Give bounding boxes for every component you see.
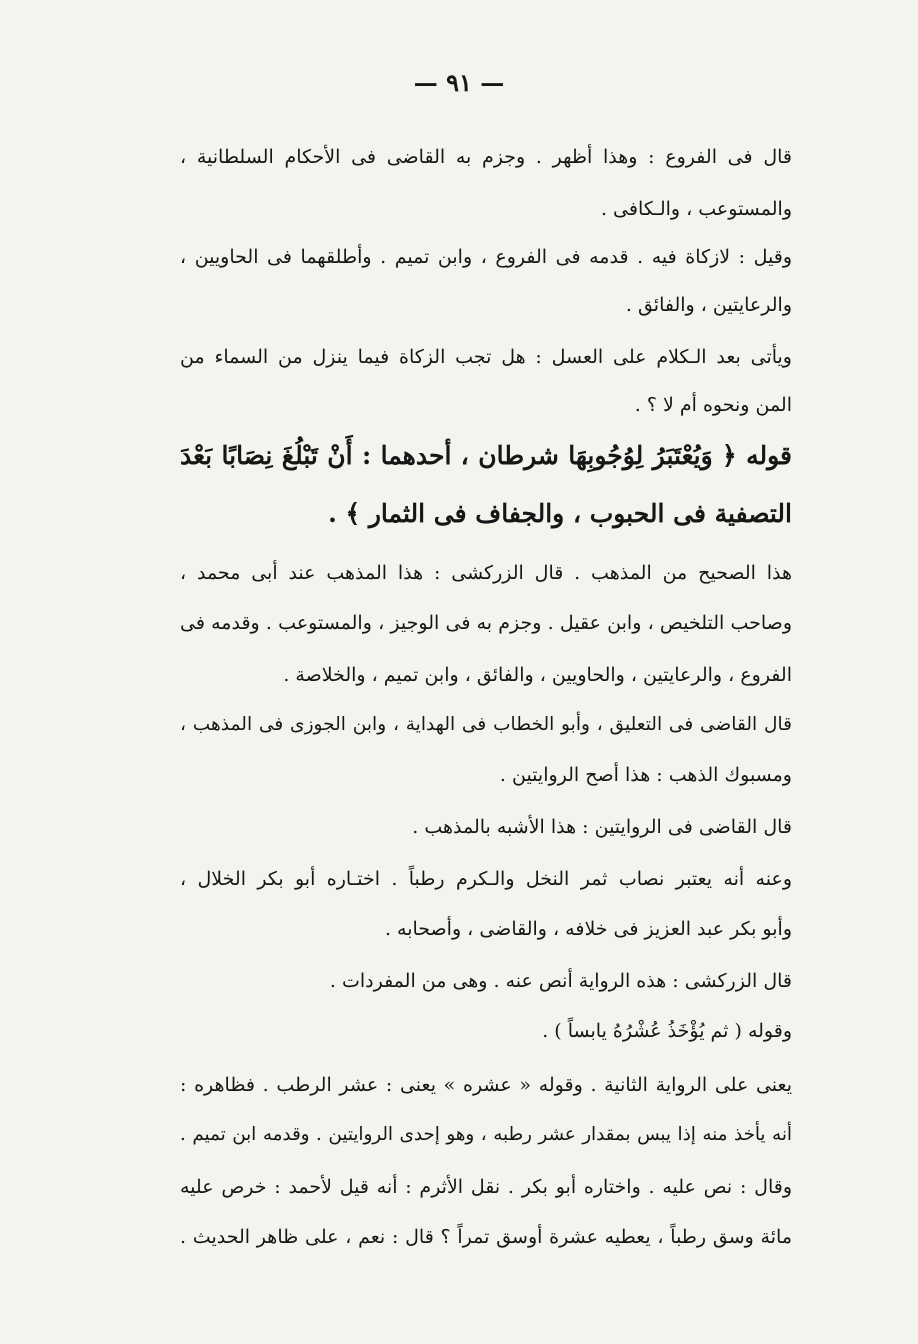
text-line: قال الزركشى : هذه الرواية أنص عنه . وهى من المفردات . (329, 970, 792, 992)
text-line: المن ونحوه أم لا ؟ . (634, 394, 792, 416)
text-line: يعنى على الرواية الثانية . وقوله « عشره » يعنى : عشر الرطب . فظاهره : (180, 1074, 792, 1096)
text-line: ومسبوك الذهب : هذا أصح الروايتين . (499, 764, 792, 786)
text-line: وقال : نص عليه . واختاره أبو بكر . نقل الأثرم : أنه قيل لأحمد : خرص عليه (180, 1176, 792, 1198)
text-line: والرعايتين ، والفائق . (625, 294, 792, 316)
text-line: قال القاضى فى الروايتين : هذا الأشبه بالمذهب . (412, 816, 792, 838)
text-line: وعنه أنه يعتبر نصاب ثمر النخل والـكرم رطباً . اختـاره أبو بكر الخلال ، (180, 868, 792, 890)
text-line: والمستوعب ، والـكافى . (600, 198, 792, 220)
text-line: وقيل : لازكاة فيه . قدمه فى الفروع ، وابن تميم . وأطلقهما فى الحاويين ، (180, 246, 792, 268)
heading-line: التصفية فى الحبوب ، والجفاف فى الثمار ﴾ . (328, 499, 792, 528)
text-line: مائة وسق رطباً ، يعطيه عشرة أوسق تمراً ؟ قال : نعم ، على ظاهر الحديث . (180, 1226, 792, 1248)
text-line: ويأتى بعد الـكلام على العسل : هل تجب الزكاة فيما ينزل من السماء من (180, 346, 792, 368)
text-line: قال القاضى فى التعليق ، وأبو الخطاب فى الهداية ، وابن الجوزى فى المذهب ، (180, 714, 792, 735)
text-line: قال فى الفروع : وهذا أظهر . وجزم به القاضى فى الأحكام السلطانية ، (180, 146, 792, 168)
text-line: وصاحب التلخيص ، وابن عقيل . وجزم به فى الوجيز ، والمستوعب . وقدمه فى (180, 612, 792, 634)
text-line: هذا الصحيح من المذهب . قال الزركشى : هذا المذهب عند أبى محمد ، (180, 562, 792, 584)
text-line: وأبو بكر عبد العزيز فى خلافه ، والقاضى ، وأصحابه . (384, 918, 792, 940)
text-line: أنه يأخذ منه إذا يبس بمقدار عشر رطبه ، وهو إحدى الروايتين . وقدمه ابن تميم . (180, 1124, 792, 1145)
text-line: الفروع ، والرعايتين ، والحاويين ، والفائق ، وابن تميم ، والخلاصة . (283, 664, 792, 686)
text-line: وقوله ( ثم يُؤْخَذُ عُشْرُهُ يابساً ) . (542, 1020, 792, 1042)
heading-line: قوله ﴿ وَيُعْتَبَرُ لِوُجُوبِهَا شرطان ، أحدهما : أَنْ تَبْلُغَ نِصَابًا بَعْدَ (180, 441, 792, 470)
page-number: — ٩١ — (413, 68, 505, 97)
